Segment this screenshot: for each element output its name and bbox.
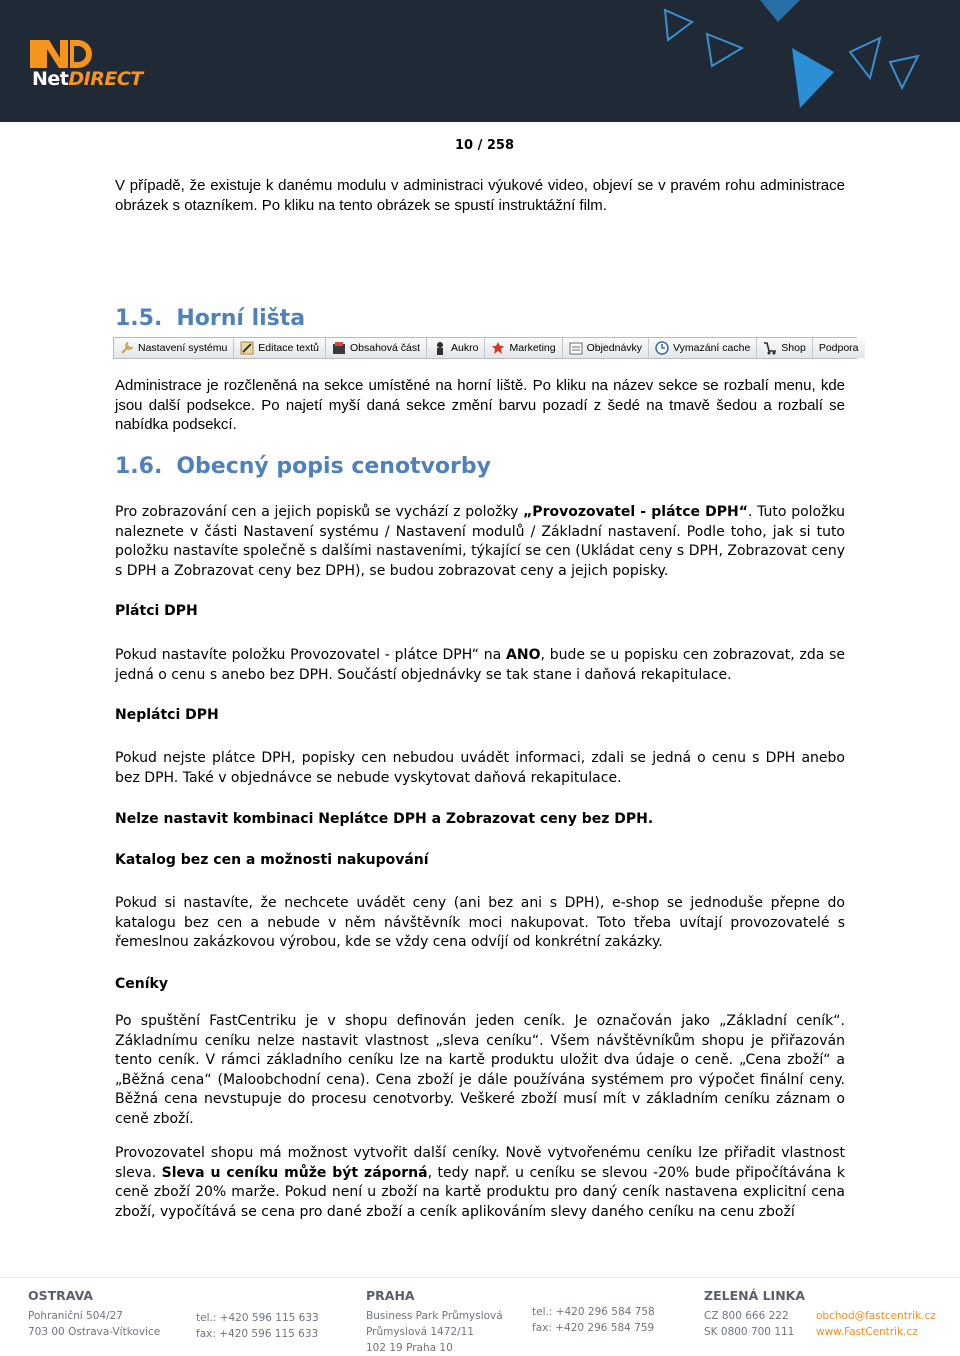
heading-ceniky: Ceníky bbox=[115, 976, 168, 992]
toolbar-item-content[interactable]: Obsahová část bbox=[326, 338, 427, 358]
website-link[interactable]: www.FastCentrik.cz bbox=[816, 1326, 918, 1338]
footer-contact bbox=[816, 1308, 936, 1340]
email-link[interactable]: obchod@fastcentrik.cz bbox=[816, 1310, 936, 1322]
heading-neplatci: Neplátci DPH bbox=[115, 707, 219, 723]
warning-note: Nelze nastavit kombinaci Neplátce DPH a Zobrazovat ceny bez DPH. bbox=[115, 811, 654, 827]
heading-katalog: Katalog bez cen a možnosti nakupování bbox=[115, 852, 429, 868]
toolbar-item-marketing[interactable]: Marketing bbox=[485, 338, 562, 358]
logo-wordmark: NetDIRECT bbox=[32, 68, 143, 90]
section-title: Horní lišta bbox=[176, 306, 306, 331]
folder-icon bbox=[332, 341, 346, 355]
page-number: 10 / 258 bbox=[455, 138, 515, 153]
footer-praha: PRAHA Business Park Průmyslová Průmyslová 1472/11 102 19 Praha 10 bbox=[366, 1288, 503, 1354]
footer-ostrava-phone: tel.: +420 596 115 633 fax: +420 596 115 633 bbox=[196, 1312, 319, 1340]
katalog-paragraph: Pokud si nastavíte, že nechcete uvádět ceny (ani bez ani s DPH), e-shop se jednoduše přepne do katalogu bez cen a nebude v něm návštěvník moci nakupovat. Toto třeba uvítají provozovatelé s řemeslnou zakázkovou výrobou, kde se vždy cena odvíjí od konkrétní zakázky. bbox=[115, 895, 845, 950]
platci-paragraph: Pokud nastavíte položku Provozovatel - plátce DPH“ na ANO, bude se u popisku cen zobrazovat, zda se jedná o cenu s anebo bez DPH. Součástí objednávky se tak stane i daňová rekapitulace. bbox=[115, 647, 845, 683]
ceniky-paragraph-2: Provozovatel shopu má možnost vytvořit další ceníky. Nově vytvořenému ceníku lze přiřadit vlastnost sleva. Sleva u ceníku může být záporná, tedy např. u ceníku se slevou -20% bude připočítávána k ceně zboží 20% marže. Pokud není u zboží na kartě produktu pro daný ceník nastavena explicitní cena zboží, vypočítává se cena pro dané zboží a ceník aplikováním slevy daného ceníku na cenu zboží bbox=[115, 1145, 846, 1220]
toolbar-item-settings[interactable]: Nastavení systému bbox=[114, 338, 234, 358]
neplatci-paragraph: Pokud nejste plátce DPH, popisky cen nebudou uvádět informaci, zdali se jedná o cenu s DPH anebo bez DPH. Také v objednávce se nebude vyskytovat daňová rekapitulace. bbox=[115, 750, 845, 786]
auction-icon bbox=[433, 341, 447, 355]
netdirect-logo bbox=[30, 38, 143, 98]
page-content bbox=[115, 176, 845, 215]
admin-top-toolbar bbox=[113, 337, 857, 359]
setting-name: „Provozovatel - plátce DPH“ bbox=[523, 504, 748, 520]
wrench-icon bbox=[120, 341, 134, 355]
logo-mark-icon bbox=[30, 38, 90, 72]
heading-platci: Plátci DPH bbox=[115, 603, 198, 619]
section-1-5-paragraph: Administrace je rozčleněná na sekce umístěné na horní liště. Po kliku na název sekce se rozbalí menu, kde jsou další podsekce. Po najetí myší daná sekce změní barvu pozadí z šedé na tmavě šedou a rozbalí se nabídka podsekcí. bbox=[115, 377, 845, 433]
section-heading-1-5 bbox=[115, 306, 305, 331]
header-decoration bbox=[0, 0, 960, 122]
toolbar-item-support[interactable]: Podpora bbox=[813, 338, 865, 358]
toolbar-item-cache[interactable]: Vymazání cache bbox=[649, 338, 757, 358]
pencil-icon bbox=[240, 341, 254, 355]
toolbar-item-aukro[interactable]: Aukro bbox=[427, 338, 485, 358]
footer-green-line: ZELENÁ LINKA CZ 800 666 222 SK 0800 700 111 bbox=[704, 1288, 806, 1338]
clock-icon bbox=[655, 341, 669, 355]
toolbar-item-texts[interactable]: Editace textů bbox=[234, 338, 326, 358]
section-1-6-intro: Pro zobrazování cen a jejich popisků se vychází z položky „Provozovatel - plátce DPH“. Tuto položku naleznete v části Nastavení systému / Nastavení modulů / Základní nastavení. Podle toho, jak si tuto položku nastavíte společně s dalšími nastaveními, týkající se cen (Ukládat ceny s DPH, Zobrazovat ceny s DPH a Zobrazovat ceny bez DPH), se budou zobrazovat ceny a jejich popisky. bbox=[115, 504, 845, 579]
section-number: 1.6. bbox=[115, 454, 163, 479]
ceniky-paragraph-1: Po spuštění FastCentriku je v shopu definován jeden ceník. Je označován jako „Základní ceník“. Základnímu ceníku nelze nastavit vlastnost „sleva ceníku“. Všem návštěvníkům shopu je přiřazován tento ceník. V rámci základního ceníku lze na kartě produktu uložit dva údaje o ceně. „Cena zboží“ a „Běžná cena“ (Maloobchodní cena). Cena zboží je dále používána systémem pro výpočet finální ceny. Běžná cena nevstupuje do procesu cenotvorby. Veškeré zboží musí mít v základním ceníku záznam o ceně zboží. bbox=[115, 1013, 845, 1127]
footer-ostrava: OSTRAVA Pohraniční 504/27 703 00 Ostrava-Vítkovice bbox=[28, 1288, 161, 1338]
section-title: Obecný popis cenotvorby bbox=[176, 454, 491, 479]
orders-icon bbox=[569, 341, 583, 355]
toolbar-item-shop[interactable]: Shop bbox=[757, 338, 813, 358]
footer-praha-phone: tel.: +420 296 584 758 fax: +420 296 584 759 bbox=[532, 1306, 655, 1334]
intro-paragraph: V případě, že existuje k danému modulu v administraci výukové video, objeví se v pravém rohu administrace obrázek s otazníkem. Po kliku na tento obrázek se spustí instruktážní film. bbox=[115, 177, 845, 214]
section-heading-1-6 bbox=[115, 454, 491, 479]
toolbar-item-orders[interactable]: Objednávky bbox=[563, 338, 649, 358]
page-footer bbox=[0, 1277, 960, 1354]
page-header bbox=[0, 0, 960, 122]
marketing-icon bbox=[491, 341, 505, 355]
cart-icon bbox=[763, 341, 777, 355]
section-number: 1.5. bbox=[115, 306, 163, 331]
